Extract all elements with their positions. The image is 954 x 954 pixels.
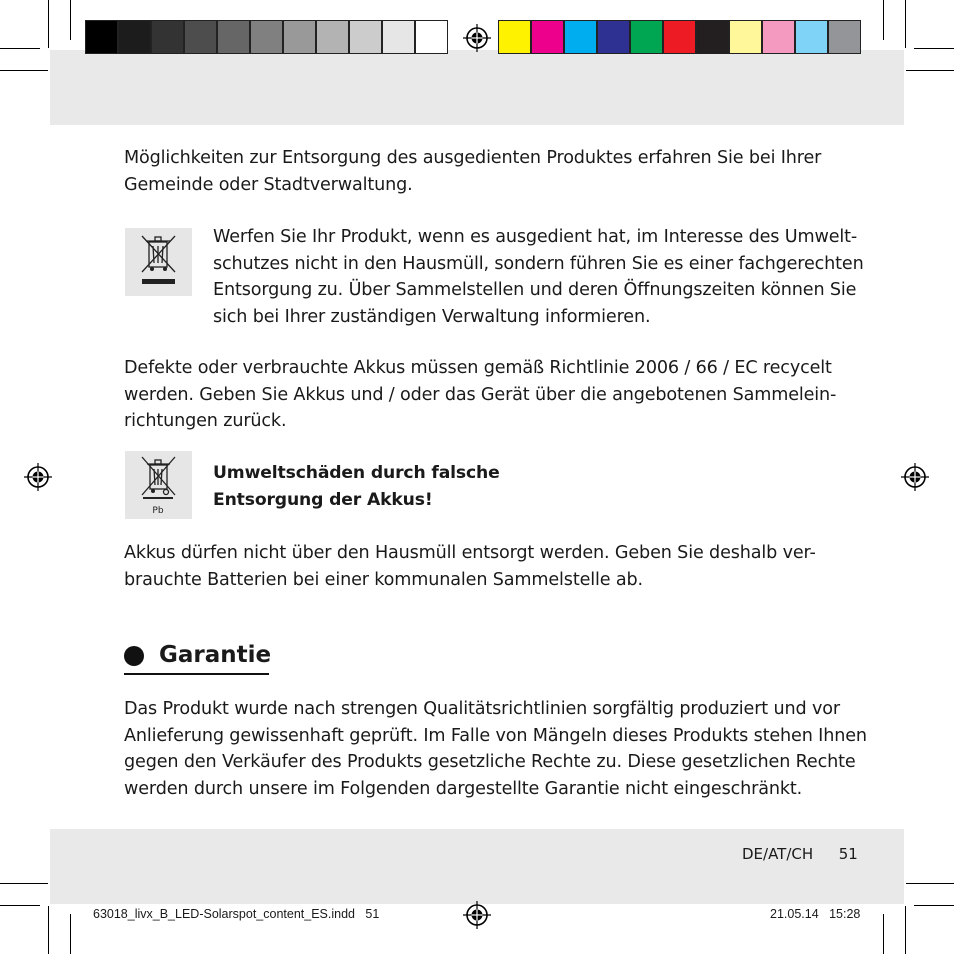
registration-mark-icon <box>24 463 52 491</box>
crop-mark <box>70 0 71 40</box>
page-number: 51 <box>838 845 858 863</box>
crop-mark <box>905 0 906 48</box>
warning-heading <box>213 460 500 513</box>
section-title: Garantie <box>159 642 272 668</box>
color-swatch <box>828 20 861 54</box>
crop-mark <box>48 906 49 954</box>
slug-date-time: 21.05.14 15:28 <box>770 907 861 921</box>
color-swatch <box>184 20 217 54</box>
crop-mark <box>0 70 48 71</box>
color-swatch <box>283 20 316 54</box>
crop-mark <box>905 906 906 954</box>
crop-mark <box>883 0 884 40</box>
color-swatch <box>415 20 448 54</box>
registration-mark-icon <box>463 901 491 929</box>
grayscale-color-bar <box>85 20 448 54</box>
crop-mark <box>914 905 954 906</box>
text-line: Entsorgung zu. Über Sammelstellen und deren Öffnungszeiten können Sie <box>213 280 857 300</box>
section-title-underline <box>124 673 269 675</box>
color-swatch <box>564 20 597 54</box>
color-swatch <box>663 20 696 54</box>
text-line: Umweltschäden durch falsche <box>213 463 500 483</box>
crop-mark <box>48 0 49 48</box>
registration-mark-icon <box>463 24 491 52</box>
text-line: Defekte oder verbrauchte Akkus müssen gemäß Richtlinie 2006 / 66 / EC recycelt <box>124 358 832 378</box>
text-line: richtungen zurück. <box>124 411 287 431</box>
process-color-bar <box>498 20 861 54</box>
crop-mark <box>0 905 40 906</box>
color-swatch <box>316 20 349 54</box>
text-line: Akkus dürfen nicht über den Hausmüll entsorgt werden. Geben Sie deshalb ver- <box>124 543 816 563</box>
locale-label: DE/AT/CH <box>742 845 814 863</box>
battery-icon-label: Pb <box>152 506 164 516</box>
header-band <box>50 50 904 125</box>
text-line: Gemeinde oder Stadtverwaltung. <box>124 174 413 195</box>
color-swatch <box>498 20 531 54</box>
crop-mark <box>0 48 40 49</box>
color-swatch <box>696 20 729 54</box>
text-line: gegen den Verkäufer des Produkts gesetzliche Rechte zu. Diese gesetzlichen Rechte <box>124 752 856 772</box>
color-swatch <box>630 20 663 54</box>
crossed-out-bin-battery-icon <box>125 451 192 519</box>
color-swatch <box>762 20 795 54</box>
color-swatch <box>597 20 630 54</box>
text-line: Entsorgung der Akkus! <box>213 489 433 510</box>
text-line: Möglichkeiten zur Entsorgung des ausgedienten Produktes erfahren Sie bei Ihrer <box>124 148 822 168</box>
color-swatch <box>729 20 762 54</box>
color-swatch <box>382 20 415 54</box>
color-swatch <box>795 20 828 54</box>
text-line: Das Produkt wurde nach strengen Qualitätsrichtlinien sorgfältig produziert und vor <box>124 699 840 719</box>
crop-mark <box>906 883 954 884</box>
text-line: Werfen Sie Ihr Produkt, wenn es ausgedient hat, im Interesse des Umwelt- <box>213 227 858 247</box>
color-swatch <box>217 20 250 54</box>
bullet-icon <box>124 646 144 666</box>
text-line: brauchte Batterien bei einer kommunalen Sammelstelle ab. <box>124 569 643 590</box>
crop-mark <box>70 914 71 954</box>
color-swatch <box>349 20 382 54</box>
crop-mark <box>0 883 48 884</box>
crossed-out-wheelie-bin-icon <box>125 228 192 296</box>
text-line: sich bei Ihrer zuständigen Verwaltung informieren. <box>213 306 651 327</box>
footer-band <box>50 829 904 904</box>
slug-file-name: 63018_livx_B_LED-Solarspot_content_ES.indd 51 <box>93 907 380 921</box>
crop-mark <box>883 914 884 954</box>
crop-mark <box>914 48 954 49</box>
text-line: Anlieferung gewissenhaft geprüft. Im Falle von Mängeln dieses Produkts stehen Ihnen <box>124 725 867 746</box>
color-swatch <box>531 20 564 54</box>
guarantee-paragraph <box>124 696 867 802</box>
text-line: schutzes nicht in den Hausmüll, sondern führen Sie es einer fachgerechten <box>213 253 864 274</box>
color-swatch <box>250 20 283 54</box>
battery-disposal-paragraph <box>124 540 816 593</box>
text-line: werden durch unsere im Folgenden dargestellte Garantie nicht eingeschränkt. <box>124 778 803 799</box>
page-footer <box>742 844 858 864</box>
color-swatch <box>85 20 118 54</box>
crop-mark <box>906 70 954 71</box>
intro-paragraph <box>124 145 821 198</box>
text-line: werden. Geben Sie Akkus und / oder das Gerät über die angebotenen Sammelein- <box>124 384 837 405</box>
registration-mark-icon <box>901 463 929 491</box>
weee-paragraph <box>213 224 864 330</box>
color-swatch <box>118 20 151 54</box>
color-swatch <box>151 20 184 54</box>
battery-paragraph <box>124 355 836 435</box>
